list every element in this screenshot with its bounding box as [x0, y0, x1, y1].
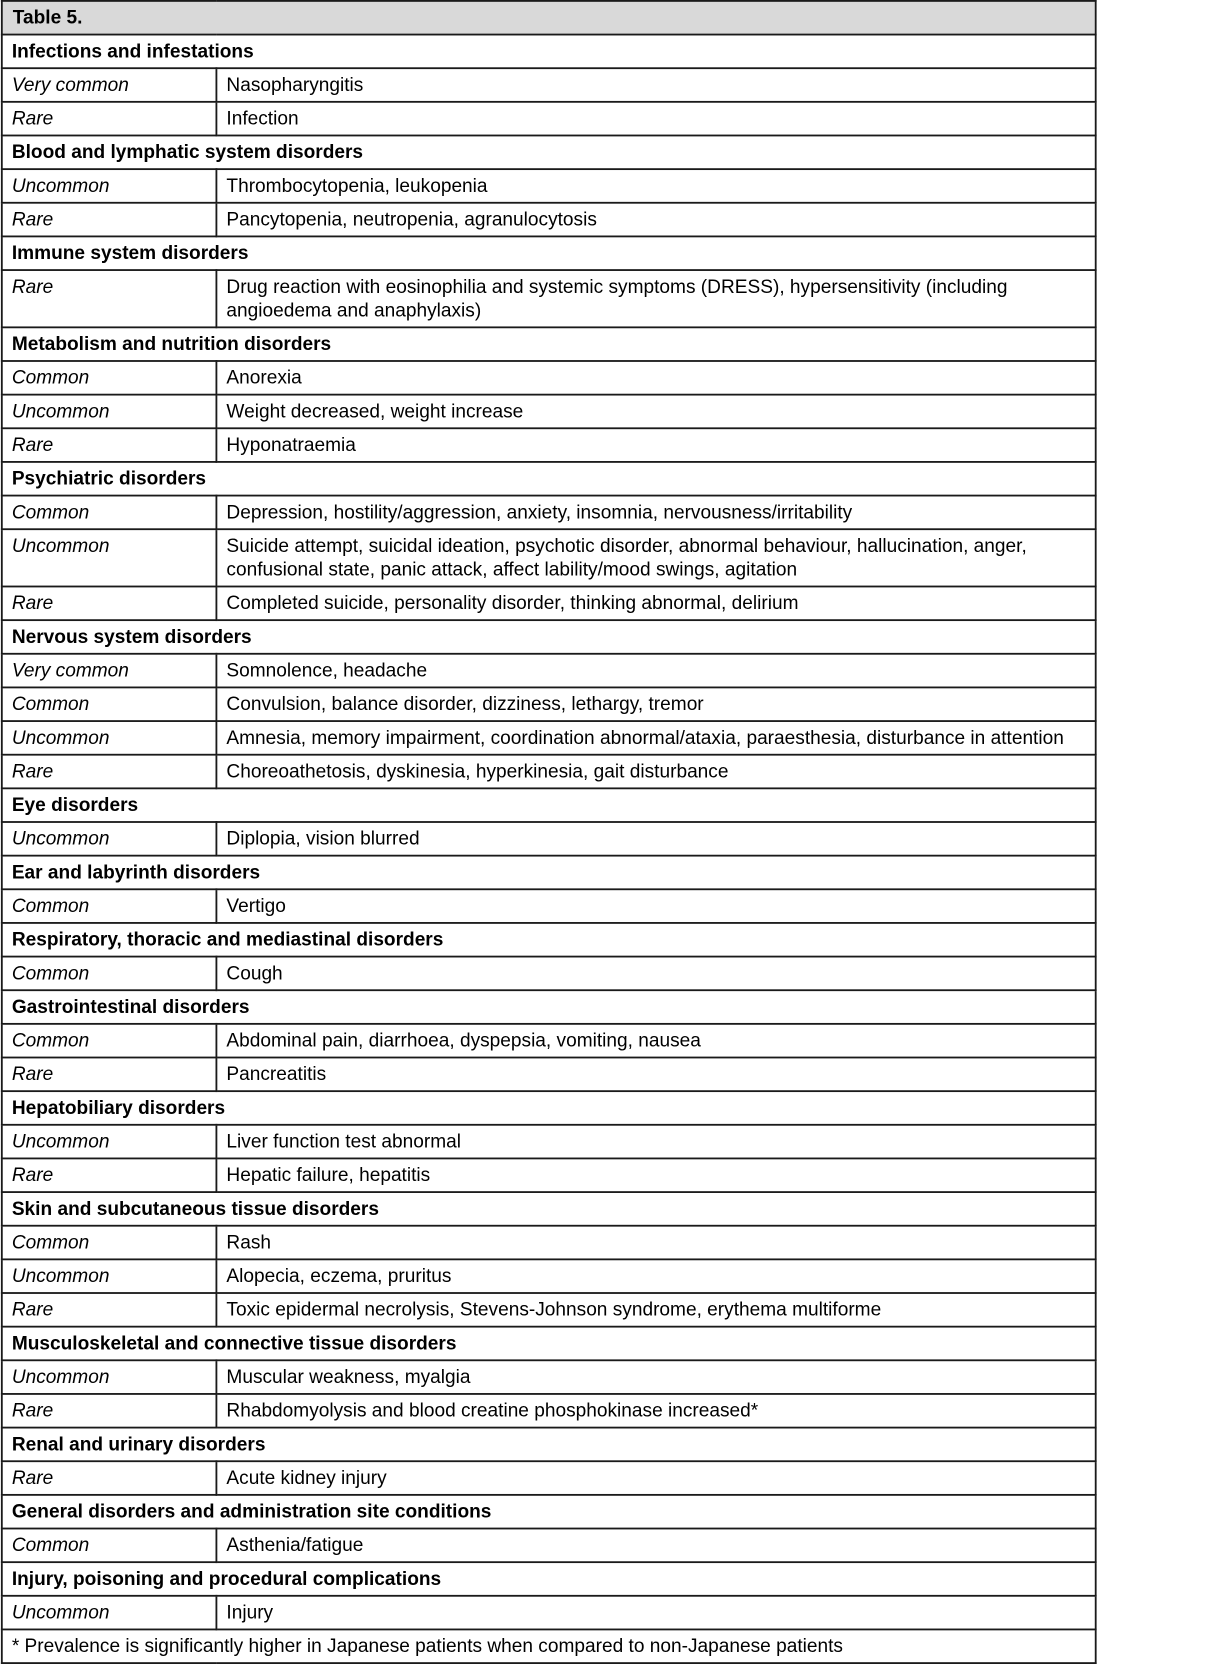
table-row [2, 1024, 1096, 1058]
frequency-cell: Common [2, 361, 217, 395]
reaction-terms-cell: Somnolence, headache [216, 654, 1095, 688]
frequency-cell: Common [2, 957, 217, 991]
frequency-cell: Rare [2, 1058, 217, 1092]
reaction-terms-cell: Choreoathetosis, dyskinesia, hyperkinesia, gait disturbance [216, 755, 1095, 789]
adverse-reactions-table [1, 0, 1097, 1664]
reaction-terms-cell: Infection [216, 102, 1095, 136]
category-heading: Eye disorders [2, 788, 1096, 822]
table-row [2, 1125, 1096, 1159]
category-heading: Nervous system disorders [2, 620, 1096, 654]
frequency-cell: Rare [2, 755, 217, 789]
reaction-terms-cell: Asthenia/fatigue [216, 1529, 1095, 1563]
table-row [2, 203, 1096, 237]
table-row [2, 721, 1096, 755]
category-row [2, 1495, 1096, 1529]
category-row [2, 1192, 1096, 1226]
category-heading: Respiratory, thoracic and mediastinal disorders [2, 923, 1096, 957]
reaction-terms-cell: Abdominal pain, diarrhoea, dyspepsia, vomiting, nausea [216, 1024, 1095, 1058]
reaction-terms-cell: Rash [216, 1226, 1095, 1260]
table-row [2, 1058, 1096, 1092]
table-row [2, 654, 1096, 688]
frequency-cell: Rare [2, 203, 217, 237]
category-row [2, 1327, 1096, 1361]
category-heading: Gastrointestinal disorders [2, 990, 1096, 1024]
reaction-terms-cell: Toxic epidermal necrolysis, Stevens-Johnson syndrome, erythema multiforme [216, 1293, 1095, 1327]
reaction-terms-cell: Drug reaction with eosinophilia and systemic symptoms (DRESS), hypersensitivity (including angioedema and anaphylaxis) [216, 270, 1095, 327]
reaction-terms-cell: Liver function test abnormal [216, 1125, 1095, 1159]
category-heading: Infections and infestations [2, 35, 1096, 69]
category-row [2, 788, 1096, 822]
reaction-terms-cell: Weight decreased, weight increase [216, 395, 1095, 429]
table-row [2, 1394, 1096, 1428]
frequency-cell: Rare [2, 102, 217, 136]
category-row [2, 35, 1096, 69]
frequency-cell: Uncommon [2, 1125, 217, 1159]
table-row [2, 687, 1096, 721]
reaction-terms-cell: Pancytopenia, neutropenia, agranulocytosis [216, 203, 1095, 237]
category-row [2, 1091, 1096, 1125]
table-row [2, 496, 1096, 530]
category-row [2, 990, 1096, 1024]
category-row [2, 856, 1096, 890]
category-row [2, 1562, 1096, 1596]
table-title-row [2, 1, 1096, 35]
category-row [2, 923, 1096, 957]
reaction-terms-cell: Cough [216, 957, 1095, 991]
table-row [2, 395, 1096, 429]
frequency-cell: Uncommon [2, 721, 217, 755]
table-row [2, 1529, 1096, 1563]
reaction-terms-cell: Depression, hostility/aggression, anxiety, insomnia, nervousness/irritability [216, 496, 1095, 530]
category-row [2, 327, 1096, 361]
reaction-terms-cell: Nasopharyngitis [216, 68, 1095, 102]
reaction-terms-cell: Completed suicide, personality disorder, thinking abnormal, delirium [216, 586, 1095, 620]
table-row [2, 957, 1096, 991]
reaction-terms-cell: Injury [216, 1596, 1095, 1630]
table-row [2, 68, 1096, 102]
frequency-cell: Uncommon [2, 529, 217, 586]
reaction-terms-cell: Hepatic failure, hepatitis [216, 1158, 1095, 1192]
frequency-cell: Common [2, 889, 217, 923]
table-row [2, 270, 1096, 327]
category-heading: Blood and lymphatic system disorders [2, 135, 1096, 169]
category-heading: Injury, poisoning and procedural complications [2, 1562, 1096, 1596]
reaction-terms-cell: Hyponatraemia [216, 428, 1095, 462]
table-row [2, 361, 1096, 395]
table-row [2, 889, 1096, 923]
frequency-cell: Very common [2, 654, 217, 688]
category-heading: Musculoskeletal and connective tissue disorders [2, 1327, 1096, 1361]
frequency-cell: Uncommon [2, 395, 217, 429]
table-row [2, 1293, 1096, 1327]
category-row [2, 620, 1096, 654]
reaction-terms-cell: Thrombocytopenia, leukopenia [216, 169, 1095, 203]
category-row [2, 462, 1096, 496]
frequency-cell: Uncommon [2, 1360, 217, 1394]
table-row [2, 1226, 1096, 1260]
category-heading: Hepatobiliary disorders [2, 1091, 1096, 1125]
frequency-cell: Uncommon [2, 169, 217, 203]
table-row [2, 102, 1096, 136]
table-row [2, 428, 1096, 462]
footnote-row [2, 1629, 1096, 1663]
reaction-terms-cell: Rhabdomyolysis and blood creatine phosphokinase increased* [216, 1394, 1095, 1428]
reaction-terms-cell: Suicide attempt, suicidal ideation, psychotic disorder, abnormal behaviour, hallucination, anger, confusional state, panic attack, affect lability/mood swings, agitation [216, 529, 1095, 586]
frequency-cell: Rare [2, 1461, 217, 1495]
table-row [2, 1461, 1096, 1495]
frequency-cell: Rare [2, 1394, 217, 1428]
footnote: * Prevalence is significantly higher in Japanese patients when compared to non-Japanese patients [2, 1629, 1096, 1663]
table-row [2, 755, 1096, 789]
reaction-terms-cell: Alopecia, eczema, pruritus [216, 1259, 1095, 1293]
category-heading: General disorders and administration site conditions [2, 1495, 1096, 1529]
category-heading: Skin and subcutaneous tissue disorders [2, 1192, 1096, 1226]
frequency-cell: Rare [2, 1158, 217, 1192]
frequency-cell: Uncommon [2, 1596, 217, 1630]
table-row [2, 1360, 1096, 1394]
category-heading: Psychiatric disorders [2, 462, 1096, 496]
frequency-cell: Common [2, 1529, 217, 1563]
frequency-cell: Common [2, 1024, 217, 1058]
reaction-terms-cell: Amnesia, memory impairment, coordination abnormal/ataxia, paraesthesia, disturbance in attention [216, 721, 1095, 755]
frequency-cell: Very common [2, 68, 217, 102]
frequency-cell: Rare [2, 270, 217, 327]
table-row [2, 1259, 1096, 1293]
category-row [2, 1428, 1096, 1462]
table-row [2, 822, 1096, 856]
frequency-cell: Uncommon [2, 1259, 217, 1293]
table-row [2, 1596, 1096, 1630]
reaction-terms-cell: Pancreatitis [216, 1058, 1095, 1092]
category-heading: Metabolism and nutrition disorders [2, 327, 1096, 361]
category-row [2, 135, 1096, 169]
frequency-cell: Rare [2, 586, 217, 620]
reaction-terms-cell: Muscular weakness, myalgia [216, 1360, 1095, 1394]
frequency-cell: Rare [2, 428, 217, 462]
table-row [2, 169, 1096, 203]
frequency-cell: Common [2, 1226, 217, 1260]
table-title: Table 5. [2, 1, 1096, 35]
frequency-cell: Common [2, 687, 217, 721]
frequency-cell: Rare [2, 1293, 217, 1327]
frequency-cell: Uncommon [2, 822, 217, 856]
reaction-terms-cell: Vertigo [216, 889, 1095, 923]
reaction-terms-cell: Acute kidney injury [216, 1461, 1095, 1495]
table-row [2, 529, 1096, 586]
reaction-terms-cell: Convulsion, balance disorder, dizziness, lethargy, tremor [216, 687, 1095, 721]
reaction-terms-cell: Diplopia, vision blurred [216, 822, 1095, 856]
reaction-terms-cell: Anorexia [216, 361, 1095, 395]
frequency-cell: Common [2, 496, 217, 530]
category-heading: Renal and urinary disorders [2, 1428, 1096, 1462]
category-row [2, 236, 1096, 270]
table-row [2, 1158, 1096, 1192]
category-heading: Immune system disorders [2, 236, 1096, 270]
table-row [2, 586, 1096, 620]
category-heading: Ear and labyrinth disorders [2, 856, 1096, 890]
